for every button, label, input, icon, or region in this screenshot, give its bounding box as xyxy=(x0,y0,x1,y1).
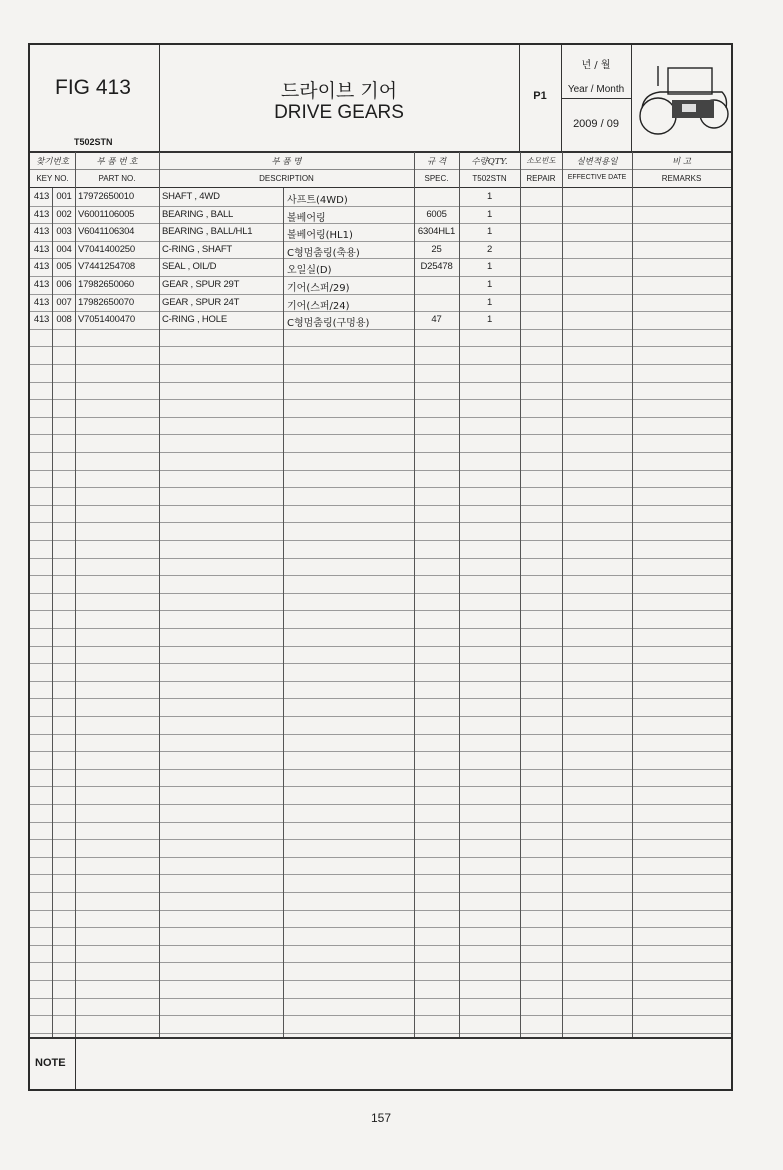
row-line xyxy=(30,522,731,523)
row-line xyxy=(30,892,731,893)
part-desc-en: BEARING , BALL/HL1 xyxy=(162,226,253,237)
row-line xyxy=(30,558,731,559)
row-line xyxy=(30,241,731,242)
col-spec-eng: SPEC. xyxy=(424,174,449,183)
part-fig: 413 xyxy=(33,191,50,202)
row-line xyxy=(30,382,731,383)
col-qty-kor: 수량QTY. xyxy=(471,157,508,167)
row-line xyxy=(30,206,731,207)
column-line xyxy=(632,152,633,1037)
part-fig: 413 xyxy=(33,314,50,325)
row-line xyxy=(30,962,731,963)
part-key: 006 xyxy=(56,279,72,290)
part-desc-kr: 기어(스퍼/24) xyxy=(287,301,350,312)
note-label: NOTE xyxy=(35,1057,66,1069)
part-spec: 6304HL1 xyxy=(417,226,456,237)
column-line xyxy=(159,152,160,1037)
part-key: 004 xyxy=(56,244,72,255)
title-korean: 드라이브 기어 xyxy=(280,80,398,102)
row-line xyxy=(30,540,731,541)
part-fig: 413 xyxy=(33,261,50,272)
col-desc-eng: DESCRIPTION xyxy=(259,174,314,183)
part-desc-en: SEAL , OIL/D xyxy=(162,261,217,272)
row-line xyxy=(30,874,731,875)
header-divider xyxy=(30,151,731,153)
part-key: 001 xyxy=(56,191,72,202)
part-desc-kr: 사프트(4WD) xyxy=(287,195,348,206)
page-number: 157 xyxy=(370,1111,392,1125)
row-line xyxy=(30,346,731,347)
row-line xyxy=(30,470,731,471)
row-line xyxy=(30,364,731,365)
column-line xyxy=(414,152,415,1037)
row-line xyxy=(30,734,731,735)
col-key-kor: 찾기번호 xyxy=(36,157,69,167)
part-qty: 1 xyxy=(486,209,493,220)
row-line xyxy=(30,505,731,506)
part-qty: 1 xyxy=(486,279,493,290)
col-part-kor: 부 품 번 호 xyxy=(96,157,138,167)
part-desc-en: C-RING , HOLE xyxy=(162,314,227,325)
part-part-no: V7051400470 xyxy=(78,314,135,325)
part-desc-kr: 볼베어링(HL1) xyxy=(287,230,353,241)
row-line xyxy=(30,910,731,911)
row-line xyxy=(30,1033,731,1034)
year-month-korean: 년 / 월 xyxy=(581,60,611,71)
part-desc-kr: C형멈춤링(축용) xyxy=(287,248,360,259)
part-spec: 47 xyxy=(431,314,442,325)
row-line xyxy=(30,698,731,699)
row-line xyxy=(30,487,731,488)
row-line xyxy=(30,593,731,594)
part-desc-en: GEAR , SPUR 29T xyxy=(162,279,240,290)
part-qty: 1 xyxy=(486,226,493,237)
part-part-no: V7041400250 xyxy=(78,244,135,255)
part-desc-kr: 오일실(D) xyxy=(287,265,332,276)
part-part-no: 17972650010 xyxy=(78,191,134,202)
col-qty-eng: T502STN xyxy=(472,174,507,183)
part-fig: 413 xyxy=(33,244,50,255)
part-desc-kr: 기어(스퍼/29) xyxy=(287,283,350,294)
column-header-divider xyxy=(30,187,731,188)
col-repair-kor: 소모빈도 xyxy=(526,156,556,165)
page-code: P1 xyxy=(533,90,547,102)
part-key: 002 xyxy=(56,209,72,220)
part-desc-en: C-RING , SHAFT xyxy=(162,244,233,255)
part-key: 005 xyxy=(56,261,72,272)
row-line xyxy=(30,452,731,453)
row-line xyxy=(30,716,731,717)
col-eff-eng: EFFECTIVE DATE xyxy=(567,174,627,181)
row-line xyxy=(30,663,731,664)
row-line xyxy=(30,681,731,682)
model-label: T502STN xyxy=(74,137,113,147)
year-month-english: Year / Month xyxy=(567,84,625,95)
part-qty: 1 xyxy=(486,191,493,202)
part-fig: 413 xyxy=(33,297,50,308)
row-line xyxy=(30,998,731,999)
row-line xyxy=(30,646,731,647)
col-remarks-eng: REMARKS xyxy=(661,174,702,183)
part-desc-en: SHAFT , 4WD xyxy=(162,191,220,202)
row-line xyxy=(30,434,731,435)
col-repair-eng: REPAIR xyxy=(526,174,556,183)
row-line xyxy=(30,822,731,823)
row-line xyxy=(30,945,731,946)
part-key: 003 xyxy=(56,226,72,237)
part-part-no: V6041106304 xyxy=(78,226,135,237)
part-desc-en: BEARING , BALL xyxy=(162,209,234,220)
row-line xyxy=(30,1015,731,1016)
col-key-eng: KEY NO. xyxy=(36,174,69,183)
part-part-no: V6001106005 xyxy=(78,209,135,220)
part-qty: 1 xyxy=(486,261,493,272)
part-desc-en: GEAR , SPUR 24T xyxy=(162,297,240,308)
row-line xyxy=(30,804,731,805)
part-spec: D25478 xyxy=(420,261,453,272)
part-part-no: 17982650060 xyxy=(78,279,134,290)
part-part-no: 17982650070 xyxy=(78,297,134,308)
title-english: DRIVE GEARS xyxy=(274,102,404,123)
part-qty: 1 xyxy=(486,297,493,308)
part-fig: 413 xyxy=(33,279,50,290)
col-desc-kor: 부 품 명 xyxy=(271,157,302,167)
row-line xyxy=(30,628,731,629)
col-eff-kor: 실변적용일 xyxy=(576,157,618,167)
part-spec: 25 xyxy=(431,244,442,255)
part-qty: 2 xyxy=(486,244,493,255)
row-line xyxy=(30,276,731,277)
column-line xyxy=(75,152,76,1037)
row-line xyxy=(30,857,731,858)
row-line xyxy=(30,980,731,981)
row-line xyxy=(30,610,731,611)
row-line xyxy=(30,417,731,418)
part-desc-kr: 볼베어링 xyxy=(287,213,326,224)
part-spec: 6005 xyxy=(426,209,447,220)
row-line xyxy=(30,329,731,330)
column-line xyxy=(283,188,284,1037)
col-part-eng: PART NO. xyxy=(98,174,136,183)
row-line xyxy=(30,769,731,770)
row-line xyxy=(30,751,731,752)
row-line xyxy=(30,839,731,840)
part-part-no: V7441254708 xyxy=(78,261,135,272)
col-remarks-kor: 비 고 xyxy=(671,157,692,167)
fig-label: FIG 413 xyxy=(55,76,131,99)
part-desc-kr: C형멈춤링(구멍용) xyxy=(287,318,370,329)
col-spec-kor: 규 격 xyxy=(426,157,447,167)
row-line xyxy=(30,927,731,928)
part-fig: 413 xyxy=(33,209,50,220)
tractor-icon xyxy=(638,64,730,138)
part-key: 007 xyxy=(56,297,72,308)
note-divider xyxy=(30,1037,731,1039)
column-line xyxy=(520,152,521,1037)
part-qty: 1 xyxy=(486,314,493,325)
part-fig: 413 xyxy=(33,226,50,237)
row-line xyxy=(30,575,731,576)
column-line xyxy=(562,152,563,1037)
row-line xyxy=(30,786,731,787)
row-line xyxy=(30,399,731,400)
revision-date: 2009 / 09 xyxy=(573,118,619,130)
part-key: 008 xyxy=(56,314,72,325)
column-header-mid xyxy=(30,169,731,170)
row-line xyxy=(30,294,731,295)
